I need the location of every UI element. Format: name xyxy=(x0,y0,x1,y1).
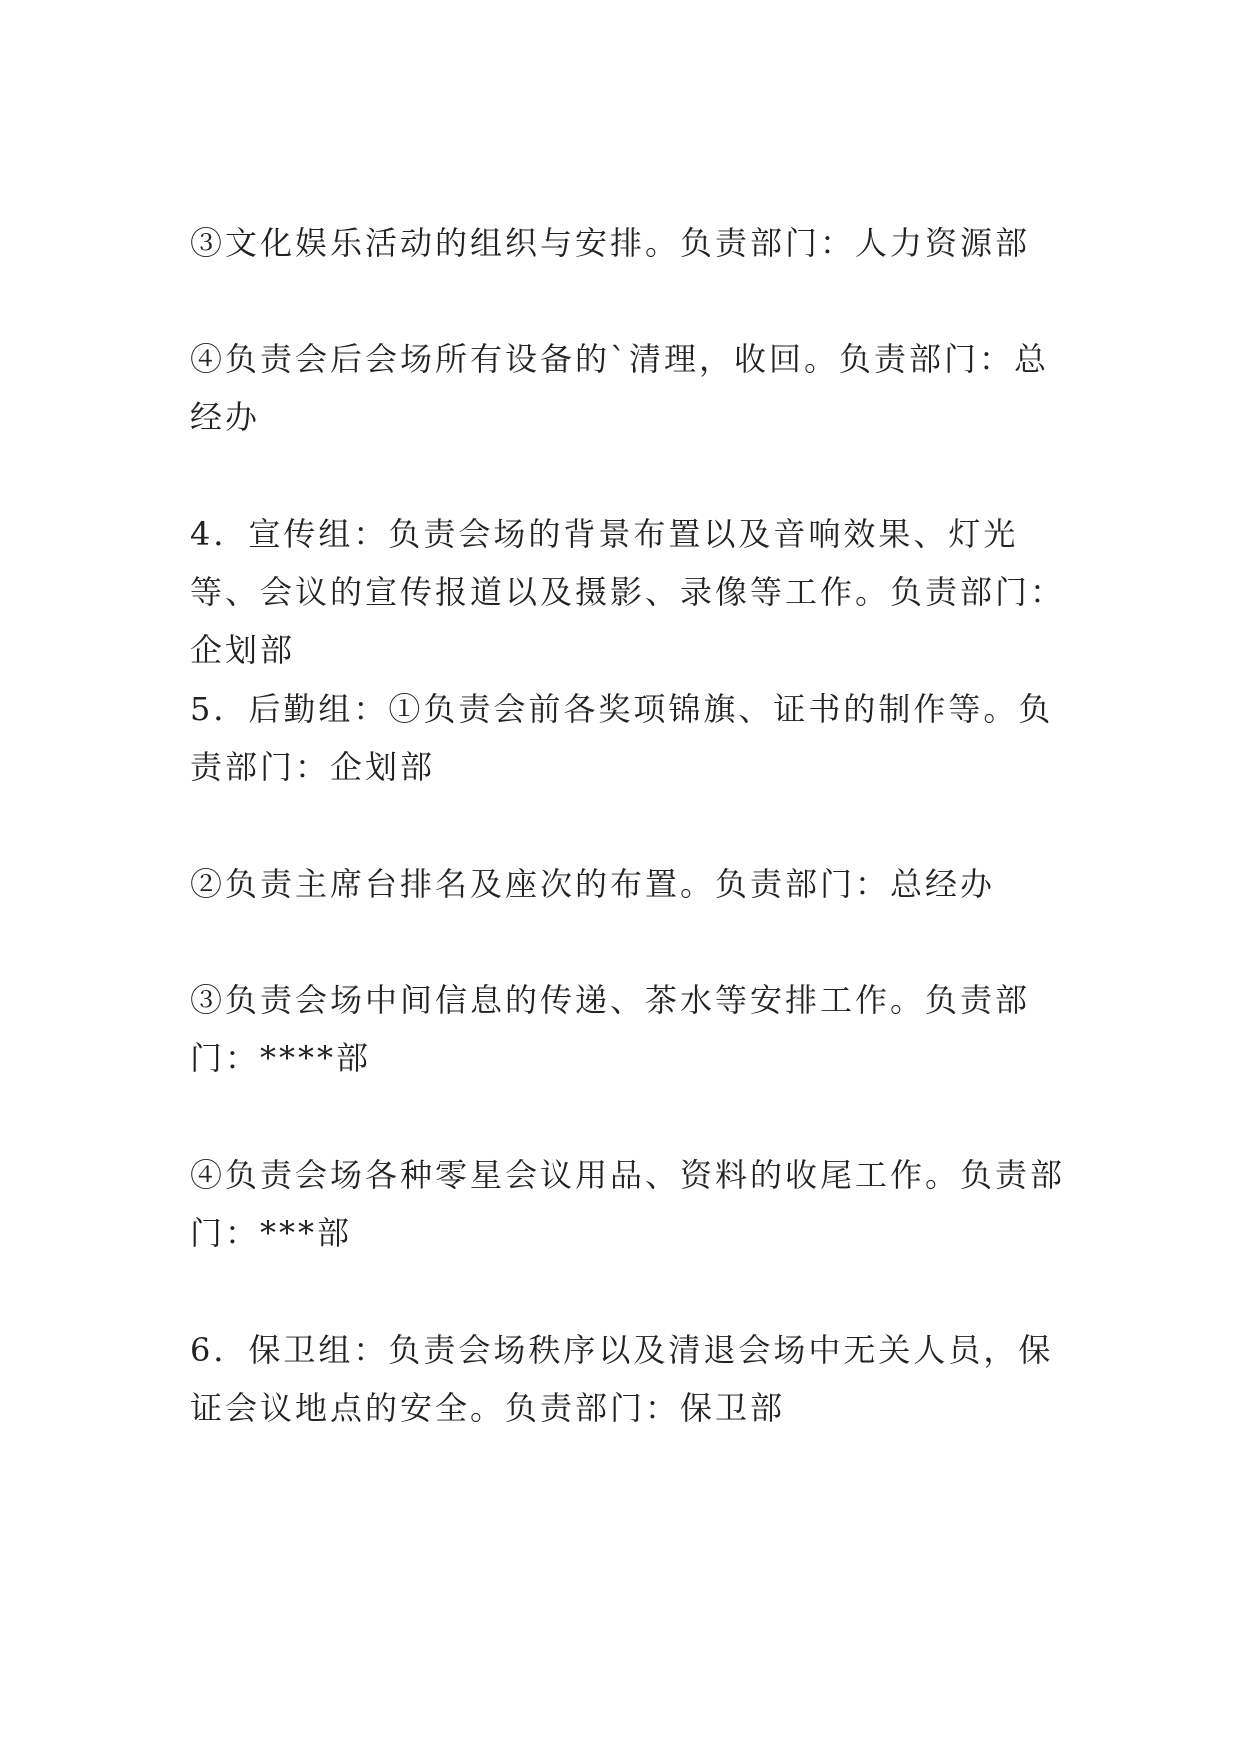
paragraph-supplies-wrapup: ④负责会场各种零星会议用品、资料的收尾工作。负责部门：***部 xyxy=(190,1156,1066,1252)
paragraph-logistics-group: 5．后勤组：①负责会前各奖项锦旗、证书的制作等。负责部门：企划部 xyxy=(190,690,1054,786)
paragraph-information-tea: ③负责会场中间信息的传递、茶水等安排工作。负责部门：****部 xyxy=(190,981,1031,1077)
paragraph-equipment-cleanup: ④负责会后会场所有设备的`清理，收回。负责部门：总经办 xyxy=(190,340,1050,436)
paragraph-publicity-group: 4．宣传组：负责会场的背景布置以及音响效果、灯光等、会议的宣传报道以及摄影、录像等工作。负责部门：企划部 xyxy=(190,515,1066,669)
paragraph-security-group: 6．保卫组：负责会场秩序以及清退会场中无关人员，保证会议地点的安全。负责部门：保卫部 xyxy=(190,1331,1054,1427)
paragraph-seating-arrangement: ②负责主席台排名及座次的布置。负责部门：总经办 xyxy=(190,865,996,903)
paragraph-entertainment: ③文化娱乐活动的组织与安排。负责部门：人力资源部 xyxy=(190,224,1031,262)
